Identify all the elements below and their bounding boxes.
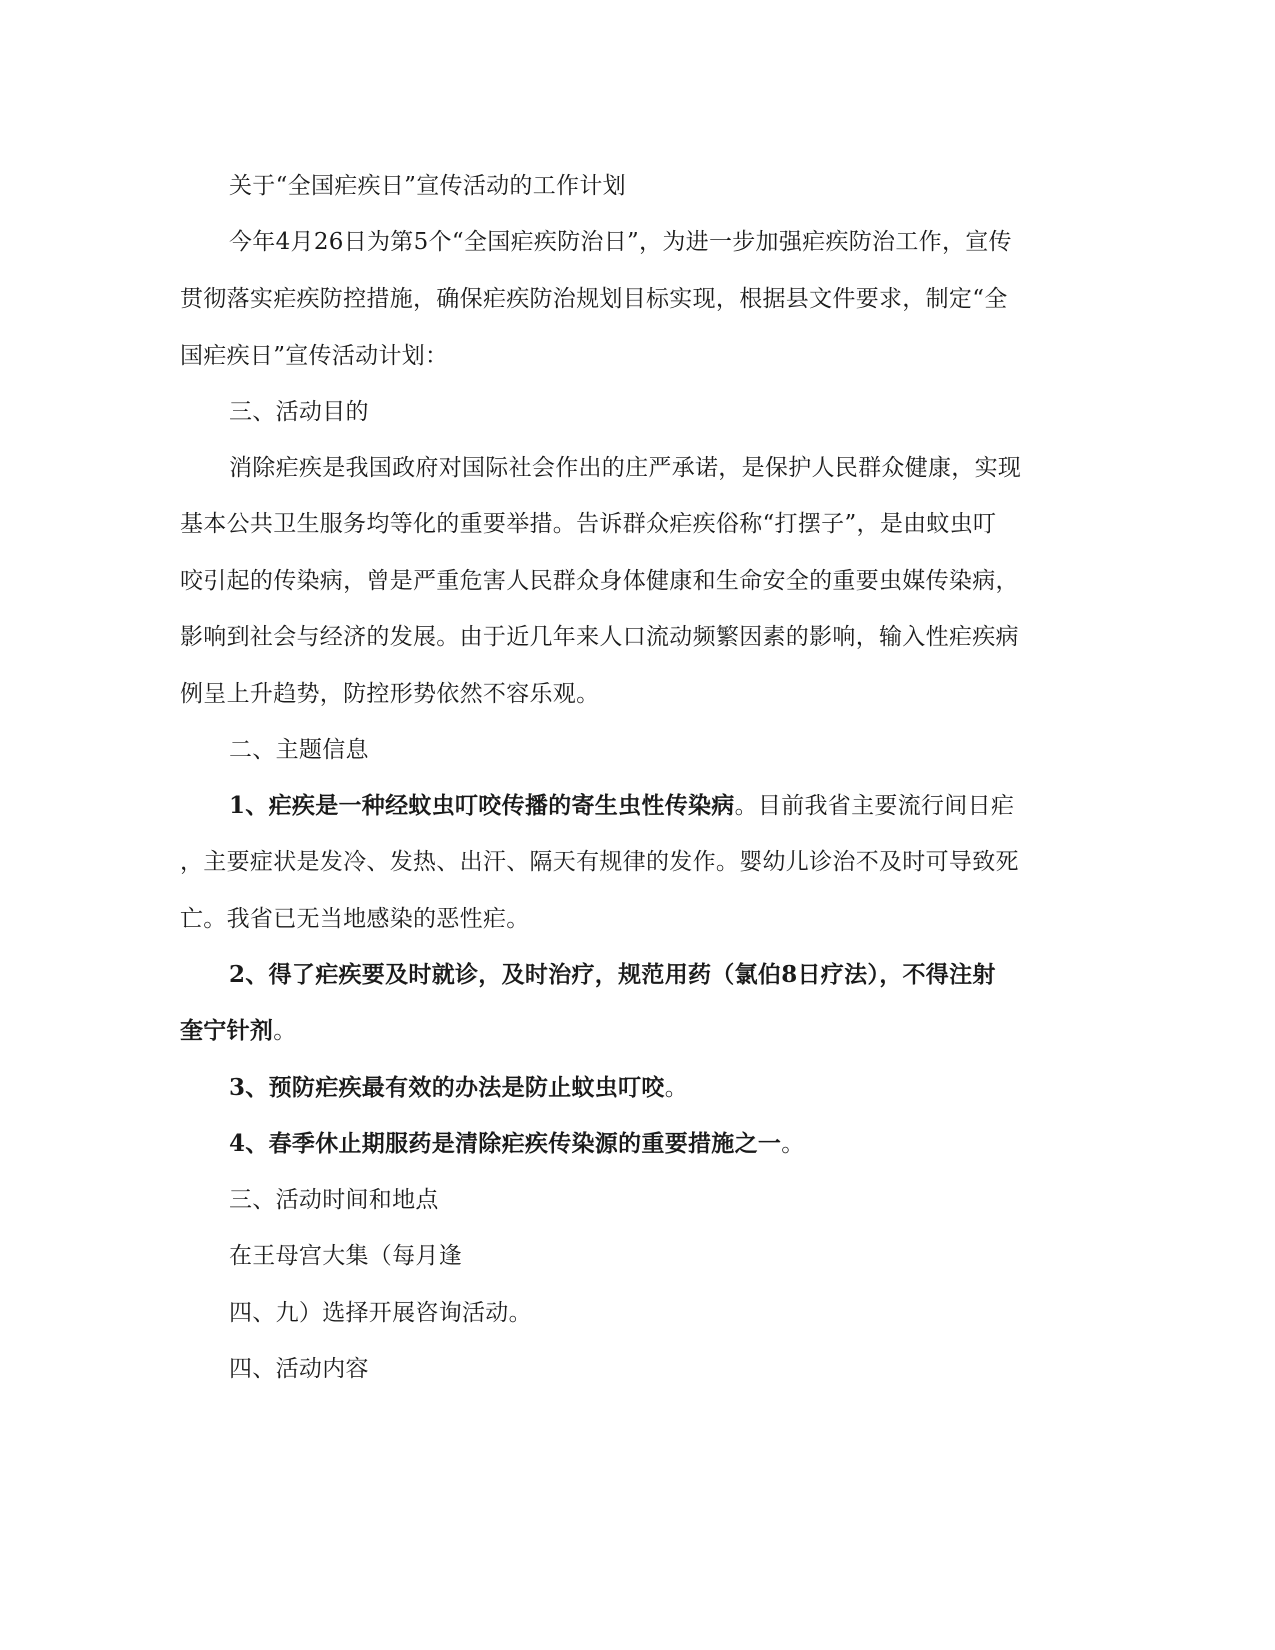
intro-line-2: 贯彻落实疟疾防控措施，确保疟疾防治规划目标实现，根据县文件要求，制定“全 (180, 286, 1008, 312)
purpose-line-1: 消除疟疾是我国政府对国际社会作出的庄严承诺，是保护人民群众健康，实现 (229, 455, 1022, 481)
purpose-line-3: 咬引起的传染病，曾是严重危害人民群众身体健康和生命安全的重要虫媒传染病， (180, 568, 1019, 594)
section-heading-theme: 二、主题信息 (229, 737, 369, 763)
theme-item-1-line-3: 亡。我省已无当地感染的恶性疟。 (180, 906, 530, 932)
intro-line-3: 国疟疾日”宣传活动计划： (180, 343, 449, 369)
theme-item-4 (229, 1129, 805, 1159)
theme-item-1-line-2: ，主要症状是发冷、发热、出汗、隔天有规律的发作。婴幼儿诊治不及时可导致死 (180, 849, 1019, 875)
purpose-line-2: 基本公共卫生服务均等化的重要举措。告诉群众疟疾俗称“打摆子”，是由蚊虫叮 (180, 511, 997, 537)
purpose-line-5: 例呈上升趋势，防控形势依然不容乐观。 (180, 681, 600, 707)
theme-item-1-bold: 1、疟疾是一种经蚊虫叮咬传播的寄生虫性传染病 (229, 792, 735, 819)
theme-item-4-bold: 4、春季休止期服药是清除疟疾传染源的重要措施之一 (229, 1130, 782, 1157)
theme-item-3 (229, 1073, 688, 1103)
theme-item-2-line-1: 2、得了疟疾要及时就诊，及时治疗，规范用药（氯伯8日疗法），不得注射 (229, 961, 996, 988)
theme-item-2-bold: 奎宁针剂 (180, 1017, 274, 1044)
time-line-2: 四、九）选择开展咨询活动。 (229, 1300, 532, 1326)
theme-item-4-end: 。 (781, 1131, 805, 1157)
theme-item-1-rest: 。目前我省主要流行间日疟 (734, 793, 1015, 819)
document-title: 关于“全国疟疾日”宣传活动的工作计划 (229, 173, 626, 199)
theme-item-1-line-1 (229, 791, 1014, 821)
section-heading-time: 三、活动时间和地点 (229, 1187, 439, 1213)
section-heading-content: 四、活动内容 (229, 1356, 369, 1382)
theme-item-3-end: 。 (664, 1075, 689, 1101)
theme-item-2-end: 。 (273, 1018, 297, 1044)
section-heading-purpose: 三、活动目的 (229, 399, 369, 425)
purpose-line-4: 影响到社会与经济的发展。由于近几年来人口流动频繁因素的影响，输入性疟疾病 (180, 624, 1019, 650)
time-line-1: 在王母宫大集（每月逢 (229, 1243, 462, 1269)
theme-item-3-bold: 3、预防疟疾最有效的办法是防止蚊虫叮咬 (229, 1074, 665, 1101)
theme-item-2-line-2 (180, 1016, 297, 1046)
intro-line-1: 今年4月26日为第5个“全国疟疾防治日”，为进一步加强疟疾防治工作，宣传 (229, 229, 1012, 255)
